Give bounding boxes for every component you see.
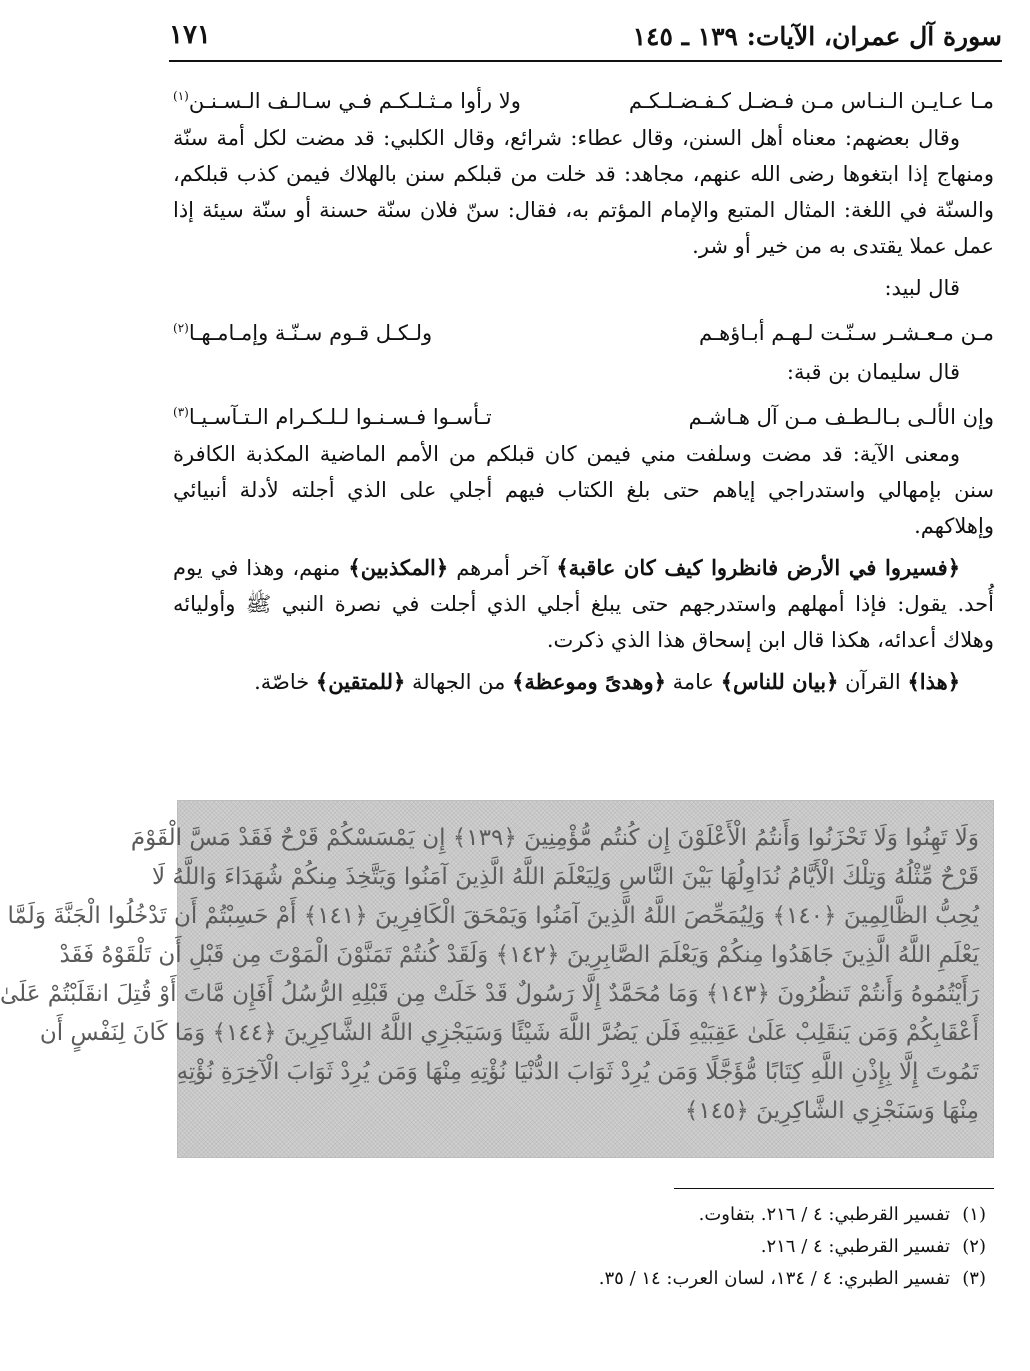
footnote bbox=[173, 1263, 994, 1295]
paragraph-with-quran: ﴿هذا﴾ القرآن ﴿بيان للناس﴾ عامة ﴿وهدىً وموعظة﴾ من الجهالة ﴿للمتقين﴾ خاصّة. bbox=[254, 669, 960, 694]
poem-hemistich-right: مـا عـايـن الـنـاس مـن فـضـل كـفـضـلـكـم bbox=[628, 89, 994, 113]
poem-couplet-2 bbox=[173, 310, 994, 348]
quran-line: تَمُوتَ إِلَّا بِإِذْنِ اللَّهِ كِتَابًا مُّؤَجَّلًا وَمَن يُرِدْ ثَوَابَ الدُّنْيَا نُؤْتِهِ مِنْهَا وَمَن يُرِدْ ثَوَابَ الْآخِرَةِ نُؤْتِهِ bbox=[176, 1059, 979, 1085]
footnote bbox=[173, 1231, 994, 1263]
paragraph-with-quran: ﴿فسيروا في الأرض فانظروا كيف كان عاقبة﴾ آخر أمرهم ﴿المكذبين﴾ منهم، وهذا في يوم أُحد. يقول: فإذا أمهلهم واستدرجهم حتى يبلغ أجلي الذي أجلت في نصرة النبي ﷺ وأوليائه وهلاك أعدائه، هكذا قال ابن إسحاق هذا الذي ذكرت. bbox=[173, 555, 994, 652]
footnote-text: تفسير القرطبي: ٤ / ٢١٦. bbox=[760, 1236, 950, 1257]
poem-couplet-1 bbox=[173, 78, 994, 116]
quran-line: وَلَا تَهِنُوا وَلَا تَحْزَنُوا وَأَنتُمُ الْأَعْلَوْنَ إِن كُنتُم مُّؤْمِنِينَ ﴿١٣٩﴾ إِن يَمْسَسْكُمْ قَرْحٌ فَقَدْ مَسَّ الْقَوْمَ bbox=[130, 825, 979, 851]
footnote-text: تفسير القرطبي: ٤ / ٢١٦. بتفاوت. bbox=[698, 1204, 950, 1225]
poem-couplet-3 bbox=[173, 394, 994, 432]
paragraph: ومعنى الآية: قد مضت وسلفت مني فيمن كان قبلكم من الأمم الماضية المكذبة الكافرة سنن بإمهالي واستدراجي إياهم حتى بلغ الكتاب فيهم أجلي على الذي أجلته لأدلة أنبيائي وإهلاكهم. bbox=[173, 442, 994, 538]
page-number: ١٧١ bbox=[169, 20, 211, 50]
poem-hemistich-left: تـأسـوا فـسـنـوا لـلـكـرام الـتـآسـيـا$^{(٣)}$ bbox=[173, 405, 492, 429]
poem-hemistich-right: وإن الألـى بـالـطـف مـن آل هـاشـم bbox=[688, 405, 994, 429]
paragraph: وقال بعضهم: معناه أهل السنن، وقال عطاء: شرائع، وقال الكلبي: قد مضت لكل أمة سنّة ومنهاج إذا ابتغوها رضى الله عنهم، مجاهد: قد خلت من قبلكم سنن بالهلاك فيمن كذب قبلكم، والسنّة في اللغة: المثال المتبع والإمام المؤتم به، فقال: سنّ فلان سنّة حسنة أو سنّة سيئة إذا عمل عملا يقتدى به من خير أو شر. bbox=[173, 126, 994, 258]
poem-hemistich-left: ولا رأوا مـثـلـكـم فـي سـالـف الـسـنـن$^{(١)}$ bbox=[173, 89, 521, 113]
footnote-number: (٢) bbox=[962, 1236, 986, 1257]
speaker-line: قال لبيد: bbox=[884, 276, 960, 300]
speaker-line: قال سليمان بن قبة: bbox=[786, 360, 960, 384]
footnote-number: (١) bbox=[962, 1204, 986, 1225]
page-header bbox=[169, 20, 1002, 62]
footnote-ref: (٣) bbox=[173, 405, 189, 419]
footnote-text: تفسير الطبري: ٤ / ١٣٤، لسان العرب: ١٤ / ٣٥. bbox=[598, 1268, 950, 1289]
quran-quote: ﴿هذا﴾ bbox=[907, 669, 960, 694]
quran-quote: ﴿للمتقين﴾ bbox=[315, 669, 406, 694]
footnotes bbox=[173, 1188, 994, 1295]
quran-line: قَرْحٌ مِّثْلُهُ وَتِلْكَ الْأَيَّامُ نُدَاوِلُهَا بَيْنَ النَّاسِ وَلِيَعْلَمَ اللَّهُ الَّذِينَ آمَنُوا وَيَتَّخِذَ مِنكُمْ شُهَدَاءَ وَاللَّهُ لَا bbox=[151, 864, 979, 890]
poem-hemistich-right: مـن مـعـشـر سـنّـت لـهـم أبـاؤهـم bbox=[698, 321, 994, 345]
quran-verses-box bbox=[0, 800, 994, 1158]
footnote-ref: (٢) bbox=[173, 321, 189, 335]
quran-line: يُحِبُّ الظَّالِمِينَ ﴿١٤٠﴾ وَلِيُمَحِّصَ اللَّهُ الَّذِينَ آمَنُوا وَيَمْحَقَ الْكَافِرِينَ ﴿١٤١﴾ أَمْ حَسِبْتُمْ أَن تَدْخُلُوا الْجَنَّةَ وَلَمَّا bbox=[7, 903, 979, 929]
quran-line: مِنْهَا وَسَنَجْزِي الشَّاكِرِينَ ﴿١٤٥﴾ bbox=[684, 1098, 979, 1124]
quran-line: يَعْلَمِ اللَّهُ الَّذِينَ جَاهَدُوا مِنكُمْ وَيَعْلَمَ الصَّابِرِينَ ﴿١٤٢﴾ وَلَقَدْ كُنتُمْ تَمَنَّوْنَ الْمَوْتَ مِن قَبْلِ أَن تَلْقَوْهُ فَقَدْ bbox=[59, 942, 979, 968]
footnote-ref: (١) bbox=[173, 89, 189, 103]
footnote-number: (٣) bbox=[962, 1268, 986, 1289]
footnote-divider bbox=[674, 1188, 994, 1189]
quran-line: رَأَيْتُمُوهُ وَأَنتُمْ تَنظُرُونَ ﴿١٤٣﴾ وَمَا مُحَمَّدٌ إِلَّا رَسُولٌ قَدْ خَلَتْ مِن قَبْلِهِ الرُّسُلُ أَفَإِن مَّاتَ أَوْ قُتِلَ انقَلَبْتُمْ عَلَىٰ bbox=[0, 981, 979, 1007]
quran-quote: ﴿المكذبين﴾ bbox=[348, 555, 449, 580]
footnote bbox=[173, 1199, 994, 1231]
quran-quote: ﴿وهدىً وموعظة﴾ bbox=[512, 669, 666, 694]
quran-line: أَعْقَابِكُمْ وَمَن يَنقَلِبْ عَلَىٰ عَقِبَيْهِ فَلَن يَضُرَّ اللَّهَ شَيْئًا وَسَيَجْزِي اللَّهُ الشَّاكِرِينَ ﴿١٤٤﴾ وَمَا كَانَ لِنَفْسٍ أَن bbox=[39, 1020, 979, 1046]
quran-quote: ﴿بيان للناس﴾ bbox=[720, 669, 839, 694]
main-text bbox=[173, 78, 994, 706]
poem-hemistich-left: ولـكـل قـوم سـنّـة وإمـامـهـا$^{(٢)}$ bbox=[173, 321, 433, 345]
running-title: سورة آل عمران، الآيات: ١٣٩ ـ ١٤٥ bbox=[632, 22, 1002, 51]
quran-quote: ﴿فسيروا في الأرض فانظروا كيف كان عاقبة﴾ bbox=[556, 555, 960, 580]
